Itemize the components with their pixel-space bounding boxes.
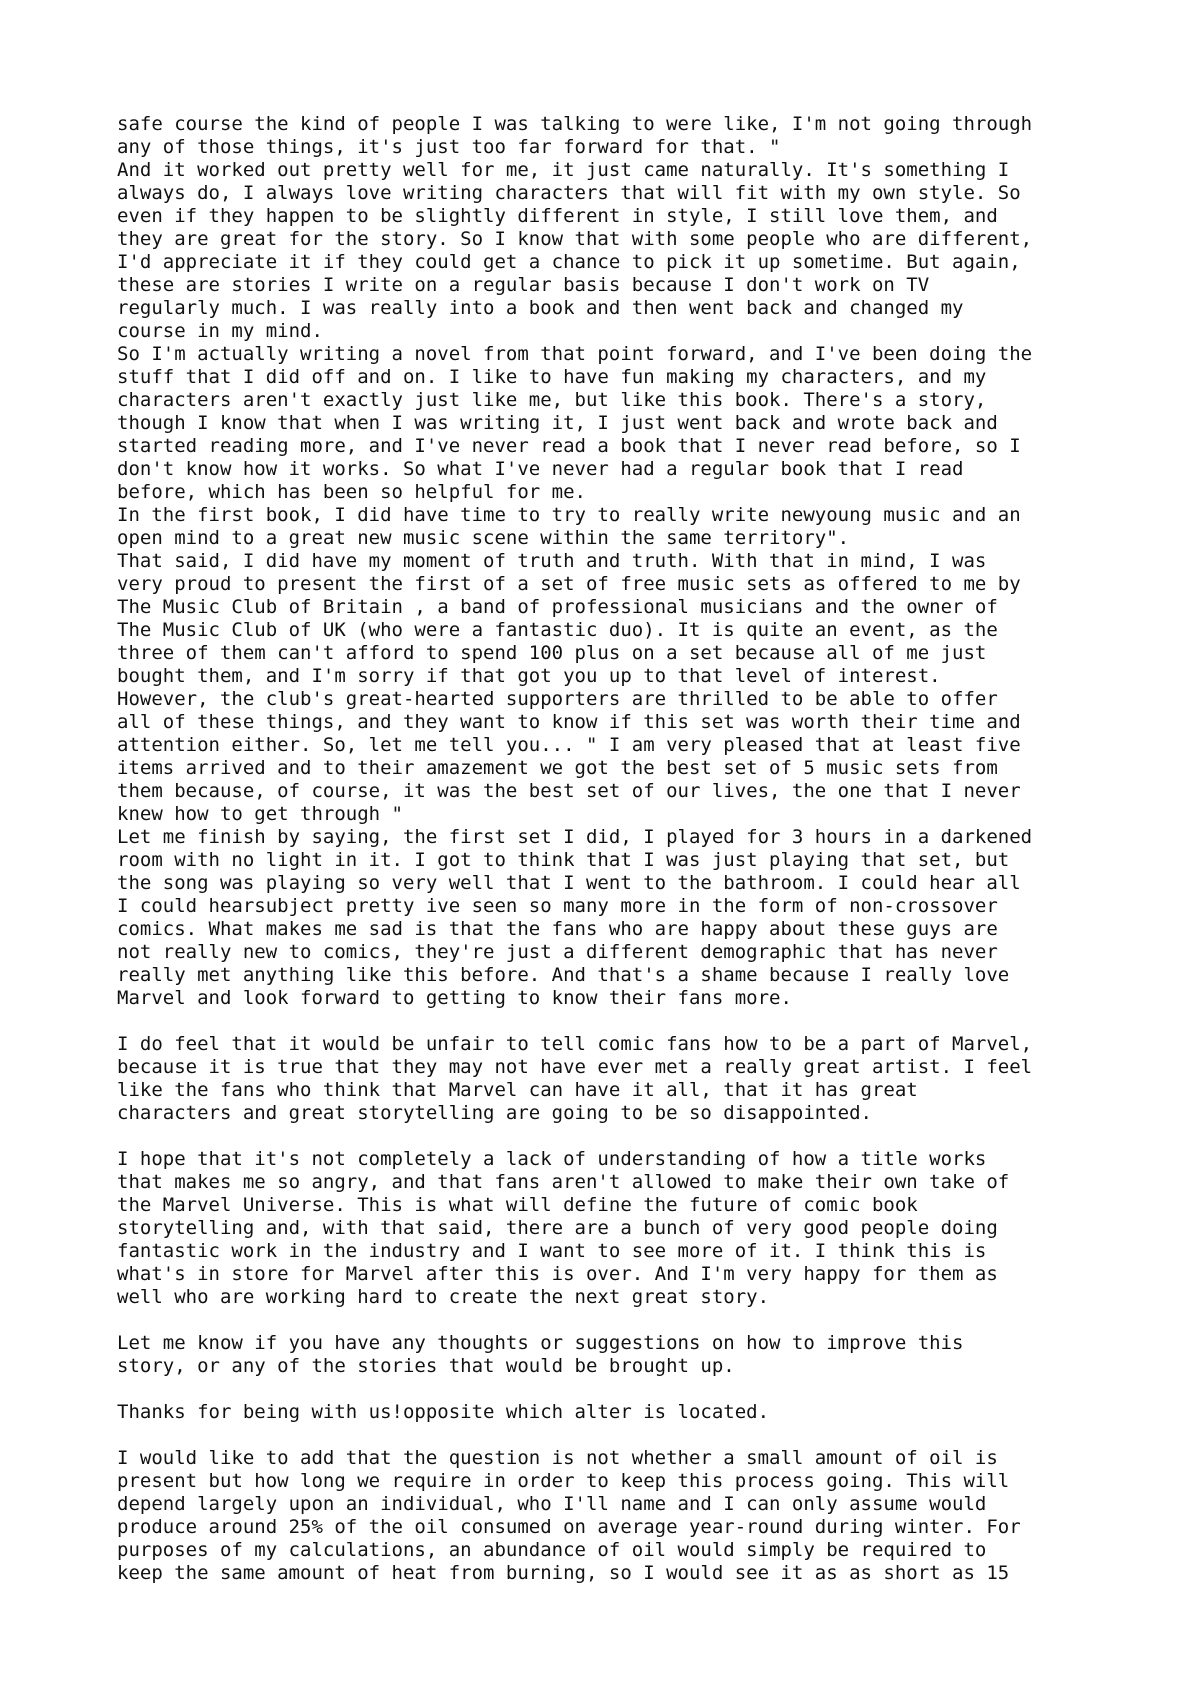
text-line: attention either. So, let me tell you... " I am very pleased that at least five (117, 734, 1021, 756)
text-line: though I know that when I was writing it, I just went back and wrote back and (117, 412, 998, 434)
text-line: produce around 25% of the oil consumed on average year-round during winter. For (117, 1516, 1021, 1538)
text-line: knew how to get through " (117, 803, 403, 825)
text-line: three of them can't afford to spend 100 plus on a set because all of me just (117, 642, 987, 664)
text-line: all of these things, and they want to know if this set was worth their time and (117, 711, 1021, 733)
text-line: I hope that it's not completely a lack of understanding of how a title works (117, 1148, 987, 1170)
text-line: stuff that I did off and on. I like to have fun making my characters, and my (117, 366, 987, 388)
text-line: However, the club's great-hearted supporters are thrilled to be able to offer (117, 688, 998, 710)
text-line: The Music Club of UK (who were a fantastic duo). It is quite an event, as the (117, 619, 998, 641)
text-line: Thanks for being with us!opposite which alter is located. (117, 1401, 770, 1423)
text-line: any of those things, it's just too far forward for that. " (117, 136, 781, 158)
text-line: In the first book, I did have time to try to really write newyoung music and an (117, 504, 1021, 526)
text-line: bought them, and I'm sorry if that got you up to that level of interest. (117, 665, 941, 687)
text-line: I do feel that it would be unfair to tell comic fans how to be a part of Marvel, (117, 1033, 1033, 1055)
text-line: story, or any of the stories that would be brought up. (117, 1355, 735, 1377)
text-line: don't know how it works. So what I've never had a regular book that I read (117, 458, 964, 480)
paragraph-break (117, 1424, 1117, 1447)
text-line: what's in store for Marvel after this is over. And I'm very happy for them as (117, 1263, 998, 1285)
text-line: the song was playing so very well that I went to the bathroom. I could hear all (117, 872, 1021, 894)
paragraph-break (117, 1010, 1117, 1033)
text-line: before, which has been so helpful for me. (117, 481, 586, 503)
paragraph-break (117, 1378, 1117, 1401)
text-line: that makes me so angry, and that fans aren't allowed to make their own take of (117, 1171, 1010, 1193)
text-line: purposes of my calculations, an abundance of oil would simply be required to (117, 1539, 987, 1561)
text-line: them because, of course, it was the best set of our lives, the one that I never (117, 780, 1021, 802)
paragraph-break (117, 1125, 1117, 1148)
text-line: these are stories I write on a regular basis because I don't work on TV (117, 274, 930, 296)
text-line: comics. What makes me sad is that the fans who are happy about these guys are (117, 918, 998, 940)
text-line: And it worked out pretty well for me, it just came naturally. It's something I (117, 159, 1010, 181)
text-line: I'd appreciate it if they could get a chance to pick it up sometime. But again, (117, 251, 1021, 273)
text-line: even if they happen to be slightly different in style, I still love them, and (117, 205, 998, 227)
text-line: well who are working hard to create the next great story. (117, 1286, 770, 1308)
text-line: characters aren't exactly just like me, but like this book. There's a story, (117, 389, 987, 411)
text-line: The Music Club of Britain , a band of professional musicians and the owner of (117, 596, 998, 618)
text-line: safe course the kind of people I was talking to were like, I'm not going through (117, 113, 1033, 135)
text-line: regularly much. I was really into a book and then went back and changed my (117, 297, 964, 319)
text-line: course in my mind. (117, 320, 323, 342)
paragraph-break (117, 1309, 1117, 1332)
text-line: Let me finish by saying, the first set I did, I played for 3 hours in a darkened (117, 826, 1033, 848)
text-line: open mind to a great new music scene within the same territory". (117, 527, 850, 549)
text-line: I could hearsubject pretty ive seen so many more in the form of non-crossover (117, 895, 998, 917)
text-line: not really new to comics, they're just a different demographic that has never (117, 941, 998, 963)
text-line: storytelling and, with that said, there are a bunch of very good people doing (117, 1217, 998, 1239)
text-line: Let me know if you have any thoughts or suggestions on how to improve this (117, 1332, 964, 1354)
text-line: they are great for the story. So I know that with some people who are different, (117, 228, 1033, 250)
text-line: always do, I always love writing characters that will fit with my own style. So (117, 182, 1021, 204)
text-line: present but how long we require in order to keep this process going. This will (117, 1470, 1010, 1492)
text-line: fantastic work in the industry and I want to see more of it. I think this is (117, 1240, 987, 1262)
text-line: So I'm actually writing a novel from that point forward, and I've been doing the (117, 343, 1033, 365)
text-line: Marvel and look forward to getting to know their fans more. (117, 987, 792, 1009)
text-line: the Marvel Universe. This is what will define the future of comic book (117, 1194, 918, 1216)
text-line: really met anything like this before. And that's a shame because I really love (117, 964, 1010, 986)
text-line: very proud to present the first of a set of free music sets as offered to me by (117, 573, 1021, 595)
text-line: I would like to add that the question is not whether a small amount of oil is (117, 1447, 998, 1469)
text-line: like the fans who think that Marvel can have it all, that it has great (117, 1079, 918, 1101)
text-line: room with no light in it. I got to think that I was just playing that set, but (117, 849, 1010, 871)
text-line: because it is true that they may not have ever met a really great artist. I feel (117, 1056, 1033, 1078)
text-line: That said, I did have my moment of truth and truth. With that in mind, I was (117, 550, 987, 572)
text-line: depend largely upon an individual, who I'll name and I can only assume would (117, 1493, 987, 1515)
text-line: items arrived and to their amazement we got the best set of 5 music sets from (117, 757, 998, 779)
text-line: keep the same amount of heat from burning, so I would see it as as short as 15 (117, 1562, 1010, 1584)
document-body (117, 113, 1117, 1585)
text-line: started reading more, and I've never read a book that I never read before, so I (117, 435, 1021, 457)
text-line: characters and great storytelling are going to be so disappointed. (117, 1102, 872, 1124)
